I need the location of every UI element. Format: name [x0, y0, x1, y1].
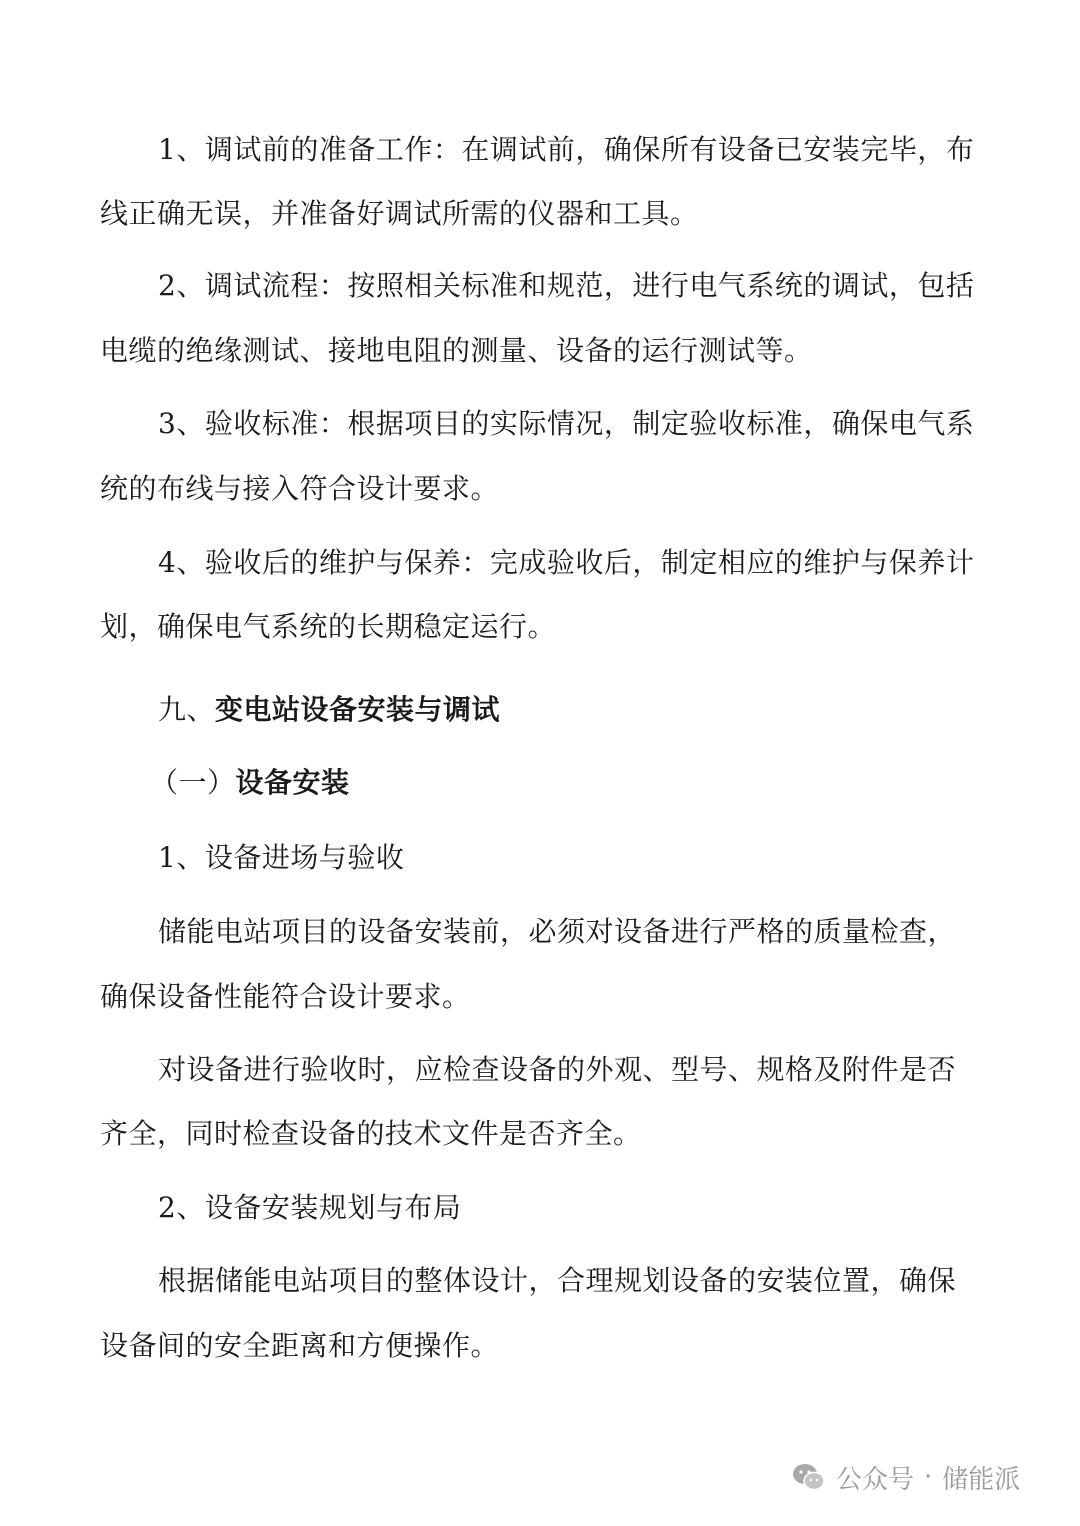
- item-1-heading: 1、设备进场与验收: [158, 841, 405, 874]
- section-heading: [158, 692, 500, 728]
- item-2-paragraph-1-line-2: 设备间的安全距离和方便操作。: [100, 1329, 500, 1362]
- section-heading-title: 变电站设备安装与调试: [215, 693, 501, 726]
- paragraph-1-line-1: 1、调试前的准备工作：在调试前，确保所有设备已安装完毕，布: [158, 133, 975, 166]
- item-1-paragraph-2-line-1: 对设备进行验收时，应检查设备的外观、型号、规格及附件是否: [158, 1053, 957, 1086]
- paragraph-2-line-1: 2、调试流程：按照相关标准和规范，进行电气系统的调试，包括: [158, 269, 975, 302]
- watermark-account: 储能派: [942, 1464, 1021, 1495]
- item-1-paragraph-1-line-1: 储能电站项目的设备安装前，必须对设备进行严格的质量检查，: [158, 915, 957, 948]
- paragraph-3-line-1: 3、验收标准：根据项目的实际情况，制定验收标准，确保电气系: [158, 407, 975, 440]
- subsection-heading-title: 设备安装: [235, 766, 350, 799]
- subsection-heading-prefix: （一）: [150, 766, 236, 799]
- item-2-paragraph-1-line-1: 根据储能电站项目的整体设计，合理规划设备的安装位置，确保: [158, 1264, 957, 1297]
- item-2-heading: 2、设备安装规划与布局: [158, 1191, 462, 1224]
- paragraph-3-line-2: 统的布线与接入符合设计要求。: [100, 472, 500, 505]
- paragraph-2-line-2: 电缆的绝缘测试、接地电阻的测量、设备的运行测试等。: [100, 334, 813, 367]
- section-heading-prefix: 九、: [158, 693, 216, 726]
- watermark: [792, 1457, 1052, 1497]
- paragraph-1-line-2: 线正确无误，并准备好调试所需的仪器和工具。: [100, 197, 699, 230]
- paragraph-4-line-2: 划，确保电气系统的长期稳定运行。: [100, 610, 557, 643]
- watermark-platform: 公众号: [836, 1464, 915, 1495]
- paragraph-4-line-1: 4、验收后的维护与保养：完成验收后，制定相应的维护与保养计: [158, 546, 975, 579]
- item-1-paragraph-2-line-2: 齐全，同时检查设备的技术文件是否齐全。: [100, 1117, 642, 1150]
- watermark-separator: ·: [924, 1462, 933, 1492]
- subsection-heading: [150, 765, 350, 801]
- wechat-icon: [792, 1462, 826, 1492]
- item-1-paragraph-1-line-2: 确保设备性能符合设计要求。: [100, 980, 471, 1013]
